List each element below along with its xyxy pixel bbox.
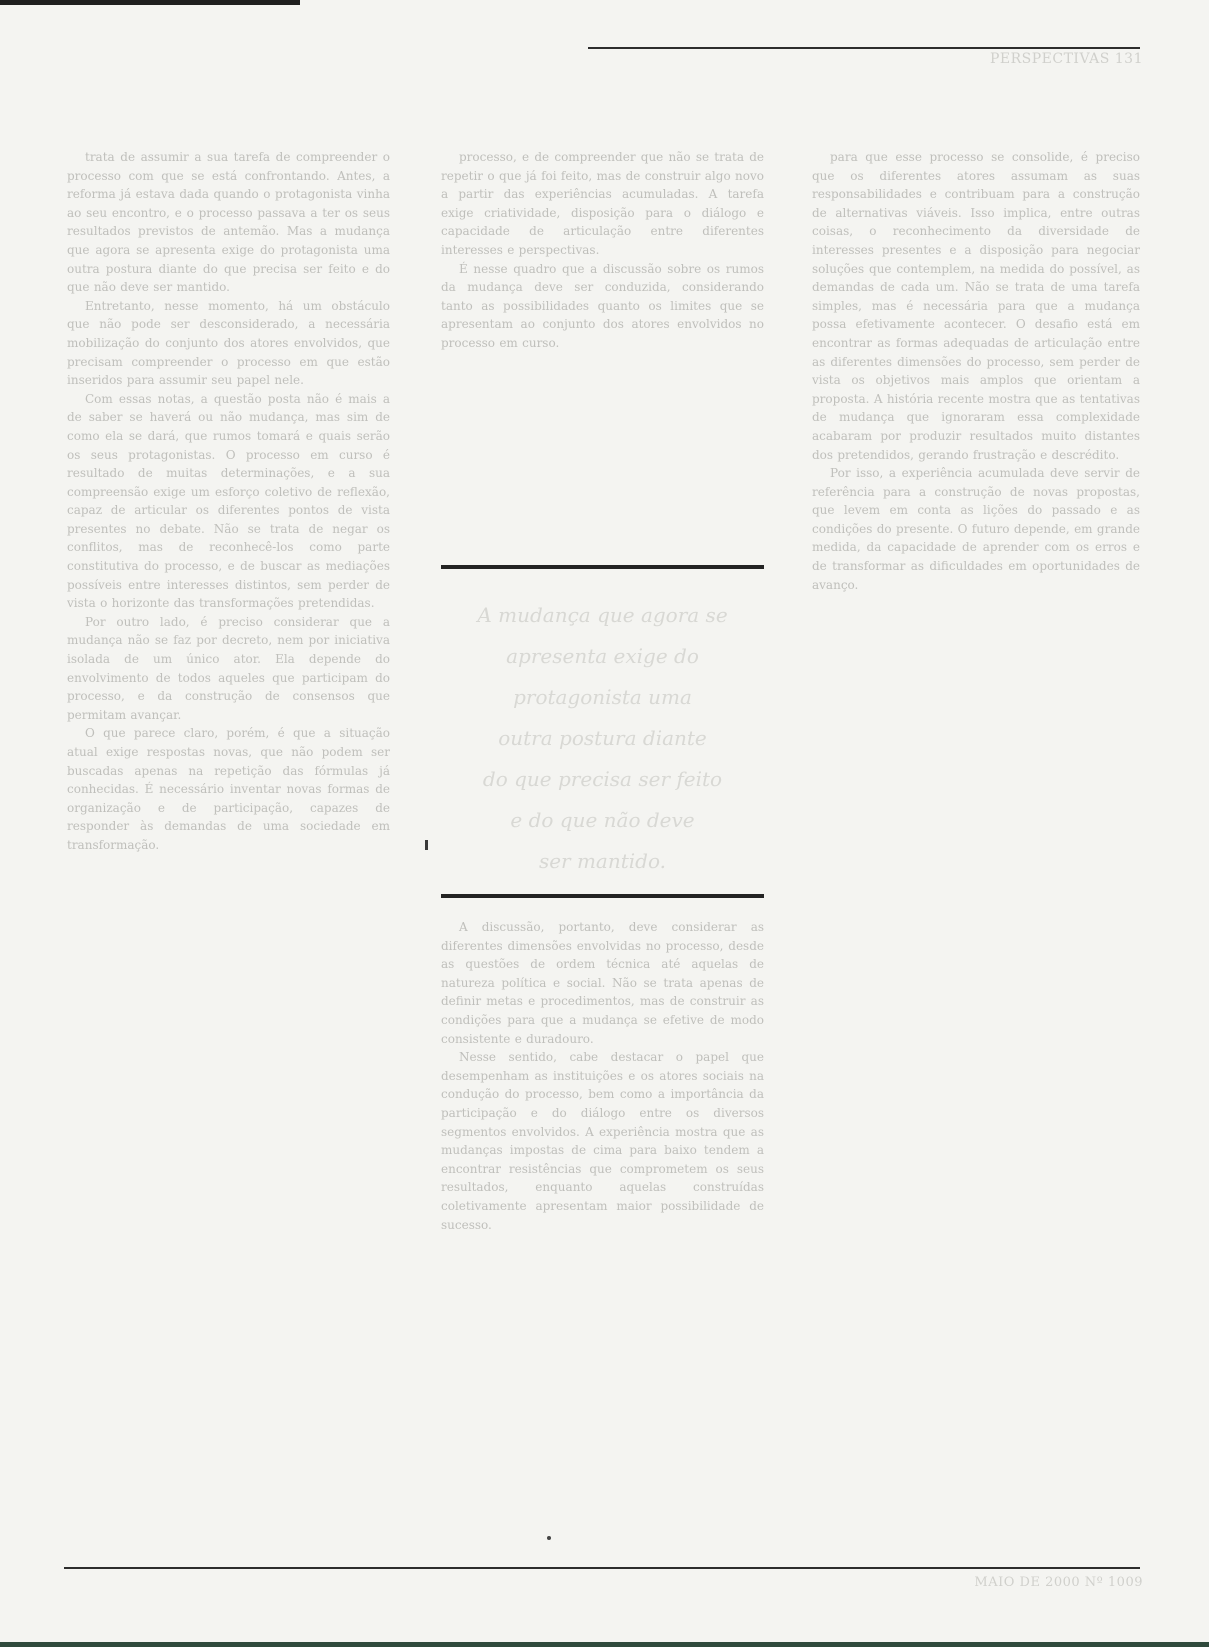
paragraph: Com essas notas, a questão posta não é mais a de saber se haverá ou não mudança, mas sim de como ela se dará, que rumos tomará e quais serão os seus protagonistas. O processo em curso é resultado de muitas determinações, e a sua compreensão exige um esforço coletivo de reflexão, capaz de articular os diferentes pontos de vista presentes no debate. Não se trata de negar os conflitos, mas de reconhecê-los como parte constitutiva do processo, e de buscar as mediações possíveis entre interesses distintos, sem perder de vista o horizonte das transformações pretendidas. — [67, 391, 390, 611]
pullquote-text: A mudança que agora se apresenta exige do protagonista uma outra postura diante do que precisa ser feito e do que não deve ser mantido. — [477, 603, 728, 873]
text-column-2 — [441, 148, 764, 553]
running-header: PERSPECTIVAS 131 — [989, 51, 1143, 67]
footer-rule — [64, 1567, 1140, 1569]
margin-mark — [425, 840, 428, 850]
paragraph: Entretanto, nesse momento, há um obstáculo que não pode ser desconsiderado, a necessária mobilização do conjunto dos atores envolvidos, que precisam compreender o processo em que estão inseridos para assumir seu papel nele. — [67, 298, 390, 388]
running-footer: MAIO DE 2000 Nº 1009 — [974, 1575, 1143, 1590]
pullquote-bottom-rule — [441, 894, 764, 898]
text-column-3 — [812, 148, 1140, 1508]
text-column-1 — [67, 148, 390, 1528]
pullquote-top-rule — [441, 565, 764, 569]
paragraph: Nesse sentido, cabe destacar o papel que desempenham as instituições e os atores sociais na condução do processo, bem como a importância da participação e do diálogo entre os diversos segmentos envolvidos. A experiência mostra que as mudanças impostas de cima para baixo tendem a encontrar resistências que comprometem os seus resultados, enquanto aquelas construídas coletivamente apresentam maior possibilidade de sucesso. — [441, 1050, 764, 1232]
top-edge-strip — [0, 0, 300, 5]
bottom-edge-strip — [0, 1642, 1209, 1647]
pullquote — [441, 565, 764, 898]
header-rule — [588, 47, 1140, 49]
paragraph: para que esse processo se consolide, é preciso que os diferentes atores assumam as suas responsabilidades e contribuam para a construção de alternativas viáveis. Isso implica, entre outras coisas, o reconhecimento da diversidade de interesses presentes e a disposição para negociar soluções que contemplem, na medida do possível, as demandas de cada um. Não se trata de uma tarefa simples, mas é necessária para que a mudança possa efetivamente acontecer. O desafio está em encontrar as formas adequadas de articulação entre as diferentes dimensões do processo, sem perder de vista os objetivos mais amplos que orientam a proposta. A história recente mostra que as tentativas de mudança que ignoraram essa complexidade acabaram por produzir resultados muito distantes dos pretendidos, gerando frustração e descrédito. — [812, 150, 1140, 462]
paragraph: Por outro lado, é preciso considerar que a mudança não se faz por decreto, nem por iniciativa isolada de um único ator. Ela depende do envolvimento de todos aqueles que participam do processo, e da construção de consensos que permitam avançar. — [67, 614, 390, 722]
paragraph: A discussão, portanto, deve considerar as diferentes dimensões envolvidas no processo, desde as questões de ordem técnica até aquelas de natureza política e social. Não se trata apenas de definir metas e procedimentos, mas de construir as condições para que a mudança se efetive de modo consistente e duradouro. — [441, 920, 764, 1046]
paragraph: O que parece claro, porém, é que a situação atual exige respostas novas, que não podem ser buscadas apenas na repetição das fórmulas já conhecidas. É necessário inventar novas formas de organização e de participação, capazes de responder às demandas de uma sociedade em transformação. — [67, 726, 390, 852]
column-2-lower-text — [441, 918, 764, 1528]
paragraph: É nesse quadro que a discussão sobre os rumos da mudança deve ser conduzida, considerando tanto as possibilidades quanto os limites que se apresentam ao conjunto dos atores envolvidos no processo em curso. — [441, 261, 764, 350]
page-dot — [547, 1536, 551, 1540]
paragraph: processo, e de compreender que não se trata de repetir o que já foi feito, mas de construir algo novo a partir das experiências acumuladas. A tarefa exige criatividade, disposição para o diálogo e capacidade de articulação entre diferentes interesses e perspectivas. — [441, 150, 764, 257]
paragraph: Por isso, a experiência acumulada deve servir de referência para a construção de novas propostas, que levem em conta as lições do passado e as condições do presente. O futuro depende, em grande medida, da capacidade de aprender com os erros e de transformar as dificuldades em oportunidades de avanço. — [812, 466, 1140, 592]
paragraph: trata de assumir a sua tarefa de compreender o processo com que se está confrontando. Antes, a reforma já estava dada quando o protagonista vinha ao seu encontro, e o processo passava a ter os seus resultados previstos de antemão. Mas a mudança que agora se apresenta exige do protagonista uma outra postura diante do que precisa ser feito e do que não deve ser mantido. — [67, 150, 390, 295]
column-2-upper-text — [441, 148, 764, 553]
